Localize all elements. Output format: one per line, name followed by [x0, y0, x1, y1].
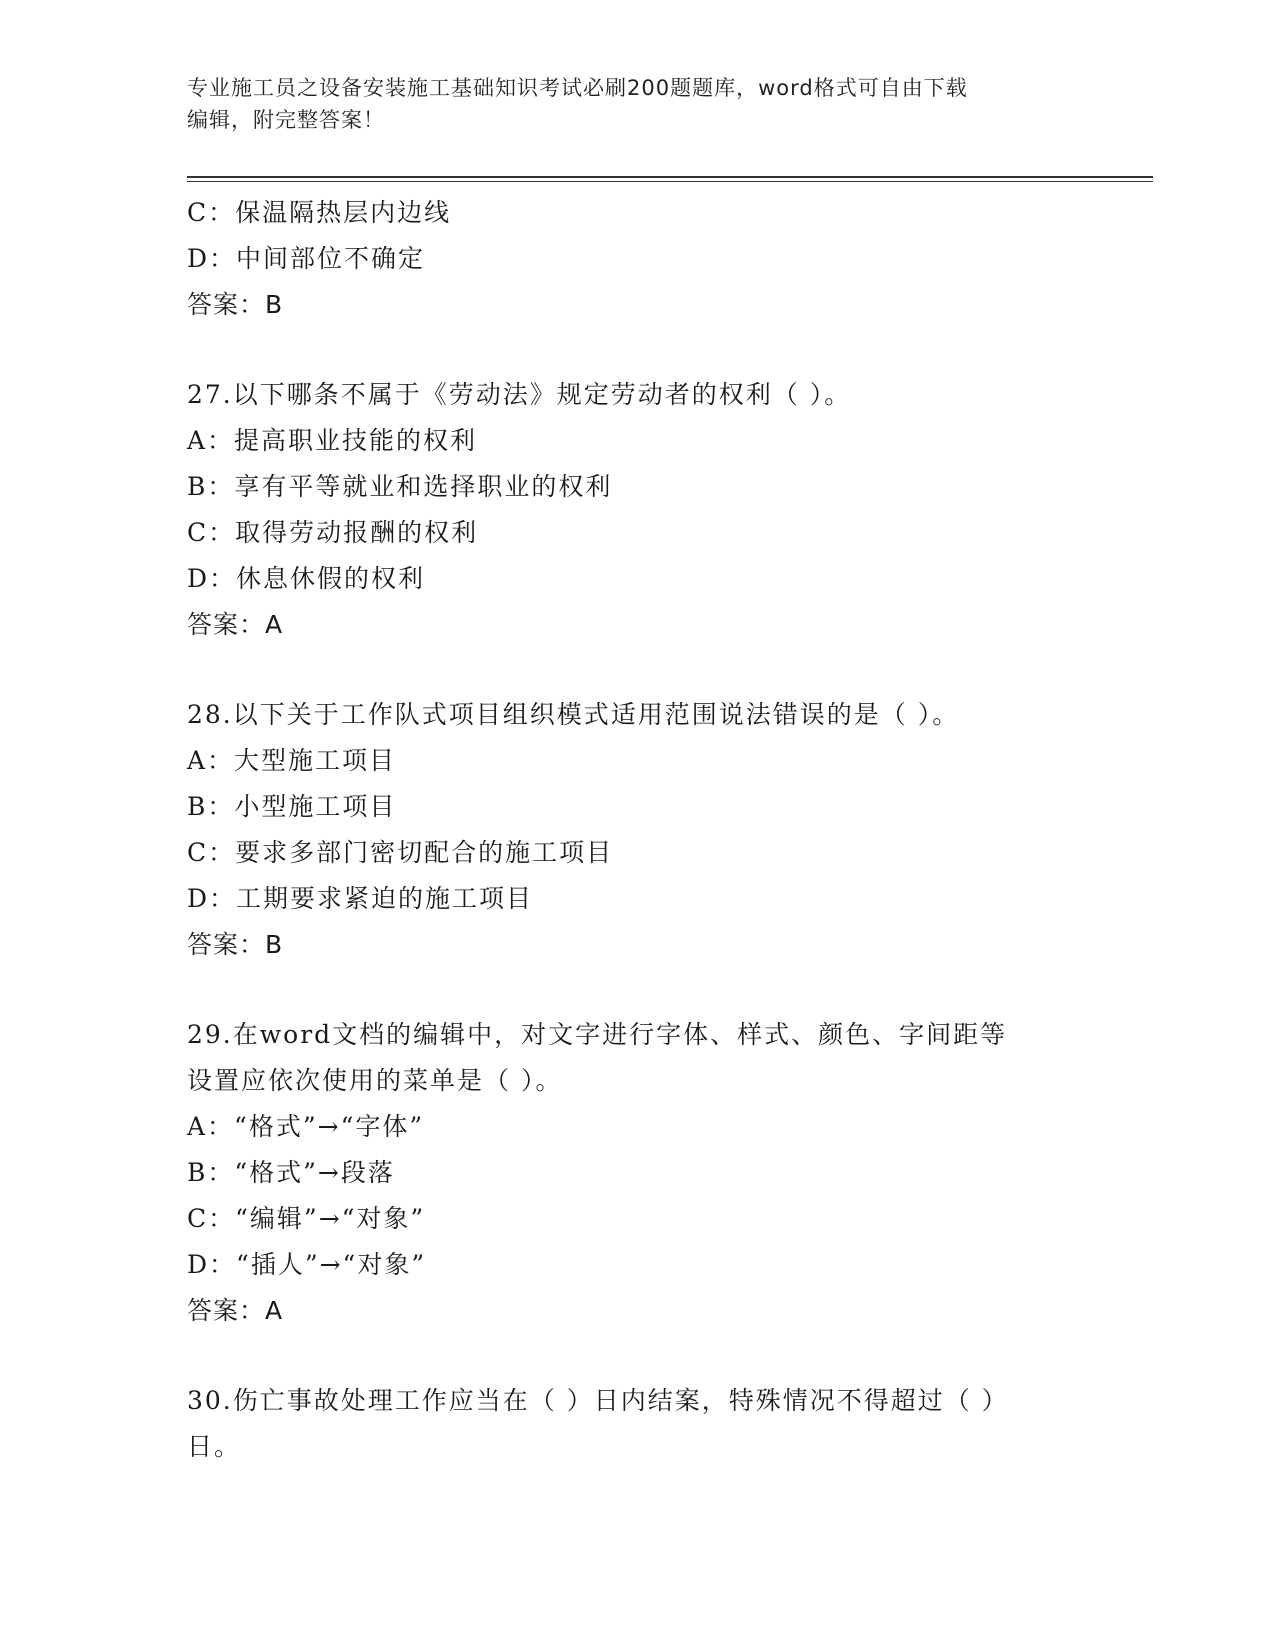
option-d: D：工期要求紧迫的施工项目 — [187, 884, 534, 913]
option-c: C：取得劳动报酬的权利 — [187, 518, 479, 547]
question-text-line-2: 设置应依次使用的菜单是（ ）。 — [187, 1066, 563, 1095]
question-text-line-1: 29.在word文档的编辑中，对文字进行字体、样式、颜色、字间距等 — [187, 1020, 1008, 1049]
option-d: D：休息休假的权利 — [187, 564, 426, 593]
question-text: 28.以下关于工作队式项目组织模式适用范围说法错误的是（ ）。 — [187, 700, 960, 729]
header-line-2: 编辑，附完整答案！ — [187, 108, 385, 132]
question-text-line-1: 30.伤亡事故处理工作应当在（ ）日内结案，特殊情况不得超过（ ） — [187, 1386, 1009, 1415]
question-29 — [187, 1012, 1087, 1334]
answer: 答案：B — [187, 290, 284, 319]
header-divider-thick — [187, 176, 1153, 178]
option-a: A：大型施工项目 — [187, 746, 397, 775]
option-d: D：中间部位不确定 — [187, 244, 426, 273]
question-26-continued — [187, 190, 1087, 328]
option-b: B：享有平等就业和选择职业的权利 — [187, 472, 613, 501]
question-30 — [187, 1378, 1087, 1470]
option-b: B：小型施工项目 — [187, 792, 397, 821]
option-b: B：“格式”→段落 — [187, 1158, 395, 1187]
document-body — [187, 190, 1087, 1470]
question-text-line-2: 日。 — [187, 1432, 242, 1461]
option-a: A：“格式”→“字体” — [187, 1112, 425, 1141]
answer: 答案：B — [187, 930, 284, 959]
header-line-1: 专业施工员之设备安装施工基础知识考试必刷200题题库，word格式可自由下载 — [187, 76, 968, 100]
option-a: A：提高职业技能的权利 — [187, 426, 478, 455]
header-divider-thin — [187, 181, 1153, 182]
option-d: D：“插人”→“对象” — [187, 1250, 427, 1279]
question-28 — [187, 692, 1087, 968]
option-c: C：“编辑”→“对象” — [187, 1204, 426, 1233]
option-c: C：保温隔热层内边线 — [187, 198, 452, 227]
document-header — [187, 72, 1067, 136]
option-c: C：要求多部门密切配合的施工项目 — [187, 838, 614, 867]
question-text: 27.以下哪条不属于《劳动法》规定劳动者的权利（ ）。 — [187, 380, 852, 409]
question-27 — [187, 372, 1087, 648]
answer: 答案：A — [187, 1296, 284, 1325]
answer: 答案：A — [187, 610, 284, 639]
